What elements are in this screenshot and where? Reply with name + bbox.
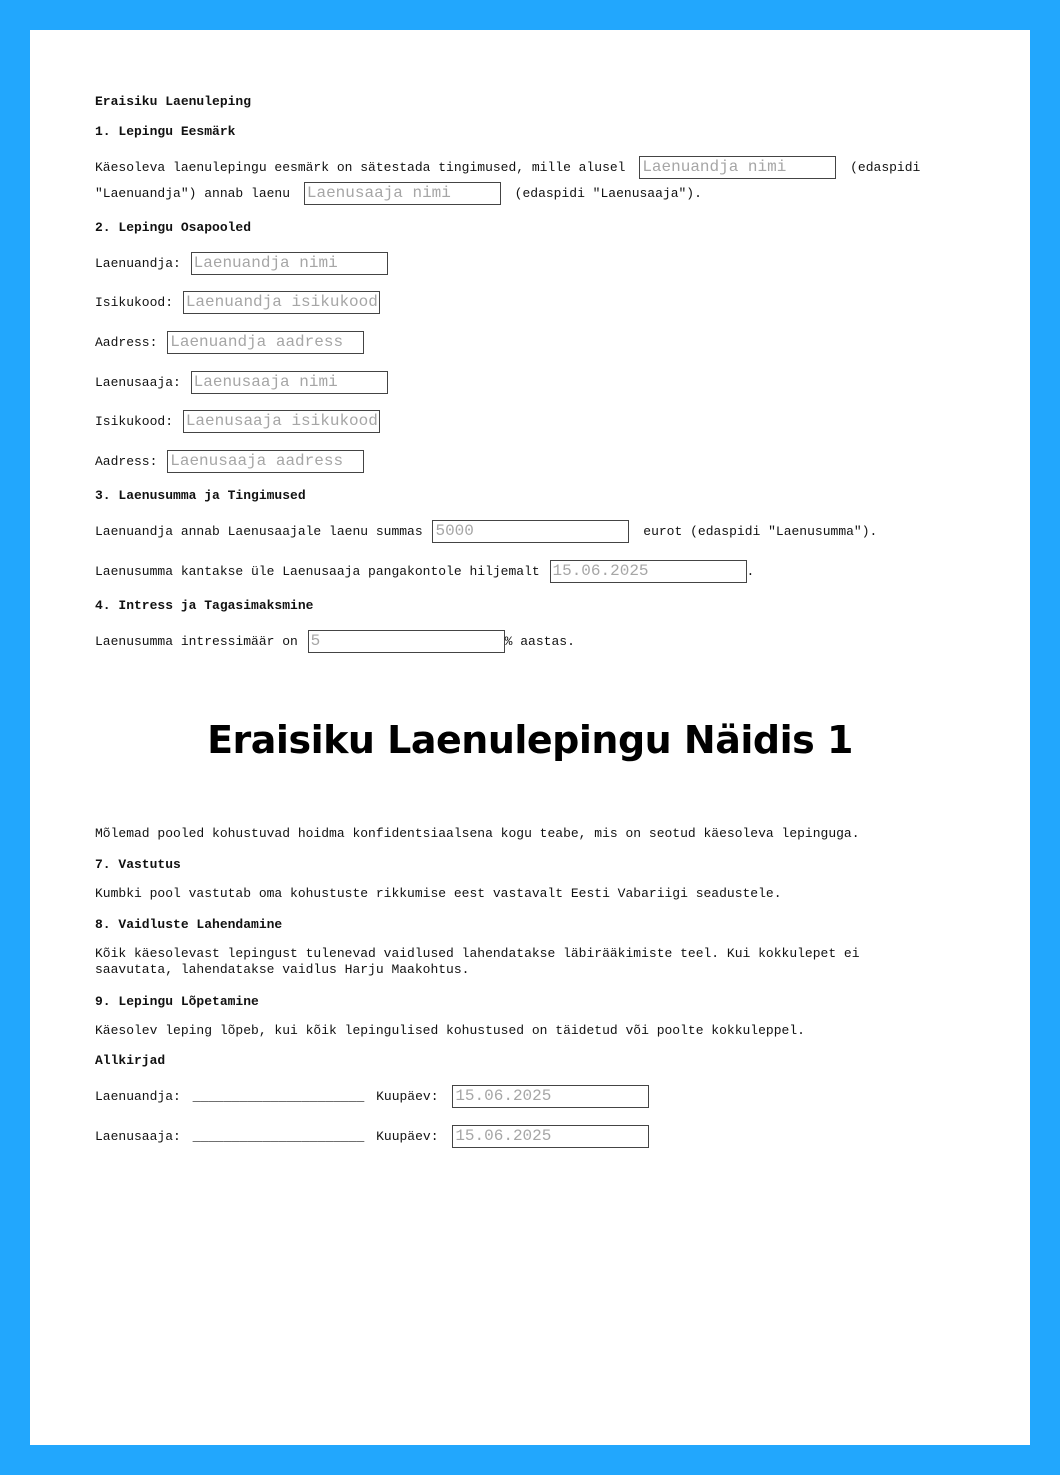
party-field-label: Isikukood: (95, 295, 174, 311)
confidentiality-text: Mõlemad pooled kohustuvad hoidma konfidentsiaalsena kogu teabe, mis on seotud käesoleva lepinguga. (95, 826, 860, 841)
party-field-label: Laenuandja: (95, 256, 181, 272)
section-8-text: Kõik käesolevast lepingust tulenevad vaidlused lahendatakse läbirääkimiste teel. Kui kokkulepet ei saavutata, lahendatakse vaidlus Harju Maakohtus. (95, 946, 860, 977)
signature-row-lender (95, 1085, 649, 1108)
section-9-text: Käesolev leping lõpeb, kui kõik lepingulised kohustused on täidetud või poolte kokkuleppel. (95, 1023, 805, 1038)
section-7-heading: 7. Vastutus (95, 857, 181, 872)
party-field-lender-id (95, 291, 380, 314)
section-1-line-2 (95, 182, 702, 205)
interest-rate-text-a: Laenusumma intressimäär on (95, 634, 298, 650)
section-1-text-a: Käesoleva laenulepingu eesmärk on sätestada tingimused, mille alusel (95, 160, 626, 176)
party-field-label: Laenusaaja: (95, 375, 181, 391)
document-title: Eraisiku Laenuleping (95, 94, 252, 109)
party-field-lender-address (95, 331, 364, 354)
interest-rate-input[interactable]: 5 (308, 630, 505, 653)
lender-id-code-input[interactable]: Laenuandja isikukood (183, 291, 380, 314)
interest-rate-text-b: % aastas. (504, 634, 575, 650)
section-9-heading: 9. Lepingu Lõpetamine (95, 994, 259, 1009)
party-field-label: Aadress: (95, 335, 158, 351)
section-7-text: Kumbki pool vastutab oma kohustuste rikkumise eest vastavalt Eesti Vabariigi seadustele. (95, 886, 782, 901)
document-page (30, 30, 1030, 1445)
party-field-borrower-name (95, 371, 388, 394)
loan-amount-input[interactable]: 5000 (432, 520, 629, 543)
title-banner (30, 660, 1032, 815)
section-3-heading: 3. Laenusumma ja Tingimused (95, 488, 306, 503)
transfer-date-line (95, 560, 754, 583)
section-1-line-1 (95, 156, 920, 179)
section-1-text-d: (edaspidi "Laenusaaja"). (514, 186, 702, 202)
borrower-signature-date-input[interactable]: 15.06.2025 (452, 1125, 649, 1148)
borrower-address-input[interactable]: Laenusaaja aadress (167, 450, 364, 473)
signature-label: Laenuandja: (95, 1089, 181, 1105)
section-1-heading: 1. Lepingu Eesmärk (95, 124, 236, 139)
purpose-lender-name-input[interactable]: Laenuandja nimi (639, 156, 836, 179)
section-1-text-c: "Laenuandja") annab laenu (95, 186, 291, 202)
transfer-date-text-a: Laenusumma kantakse üle Laenusaaja pangakontole hiljemalt (95, 564, 540, 580)
loan-amount-line (95, 520, 877, 543)
transfer-date-text-b: . (746, 564, 755, 580)
signature-label: Laenusaaja: (95, 1129, 181, 1145)
signature-line: ______________________ (192, 1129, 365, 1145)
lender-address-input[interactable]: Laenuandja aadress (167, 331, 364, 354)
purpose-borrower-name-input[interactable]: Laenusaaja nimi (304, 182, 501, 205)
section-8-heading: 8. Vaidluste Lahendamine (95, 917, 283, 932)
party-field-label: Isikukood: (95, 414, 174, 430)
loan-amount-text-b: eurot (edaspidi "Laenusumma"). (643, 524, 878, 540)
date-label: Kuupäev: (376, 1129, 439, 1145)
party-field-borrower-address (95, 450, 364, 473)
signatures-heading: Allkirjad (95, 1053, 166, 1068)
date-label: Kuupäev: (376, 1089, 439, 1105)
signature-line: ______________________ (192, 1089, 365, 1105)
lender-name-input[interactable]: Laenuandja nimi (191, 252, 388, 275)
signature-row-borrower (95, 1125, 649, 1148)
transfer-date-input[interactable]: 15.06.2025 (550, 560, 747, 583)
section-4-heading: 4. Intress ja Tagasimaksmine (95, 598, 314, 613)
party-field-borrower-id (95, 410, 380, 433)
party-field-lender-name (95, 252, 388, 275)
party-field-label: Aadress: (95, 454, 158, 470)
interest-rate-line (95, 630, 575, 653)
section-1-text-b: (edaspidi (850, 160, 921, 176)
section-2-heading: 2. Lepingu Osapooled (95, 220, 252, 235)
borrower-name-input[interactable]: Laenusaaja nimi (191, 371, 388, 394)
loan-amount-text-a: Laenuandja annab Laenusaajale laenu summas (95, 524, 423, 540)
banner-title: Eraisiku Laenulepingu Näidis 1 (207, 718, 853, 762)
lender-signature-date-input[interactable]: 15.06.2025 (452, 1085, 649, 1108)
borrower-id-code-input[interactable]: Laenusaaja isikukood (183, 410, 380, 433)
